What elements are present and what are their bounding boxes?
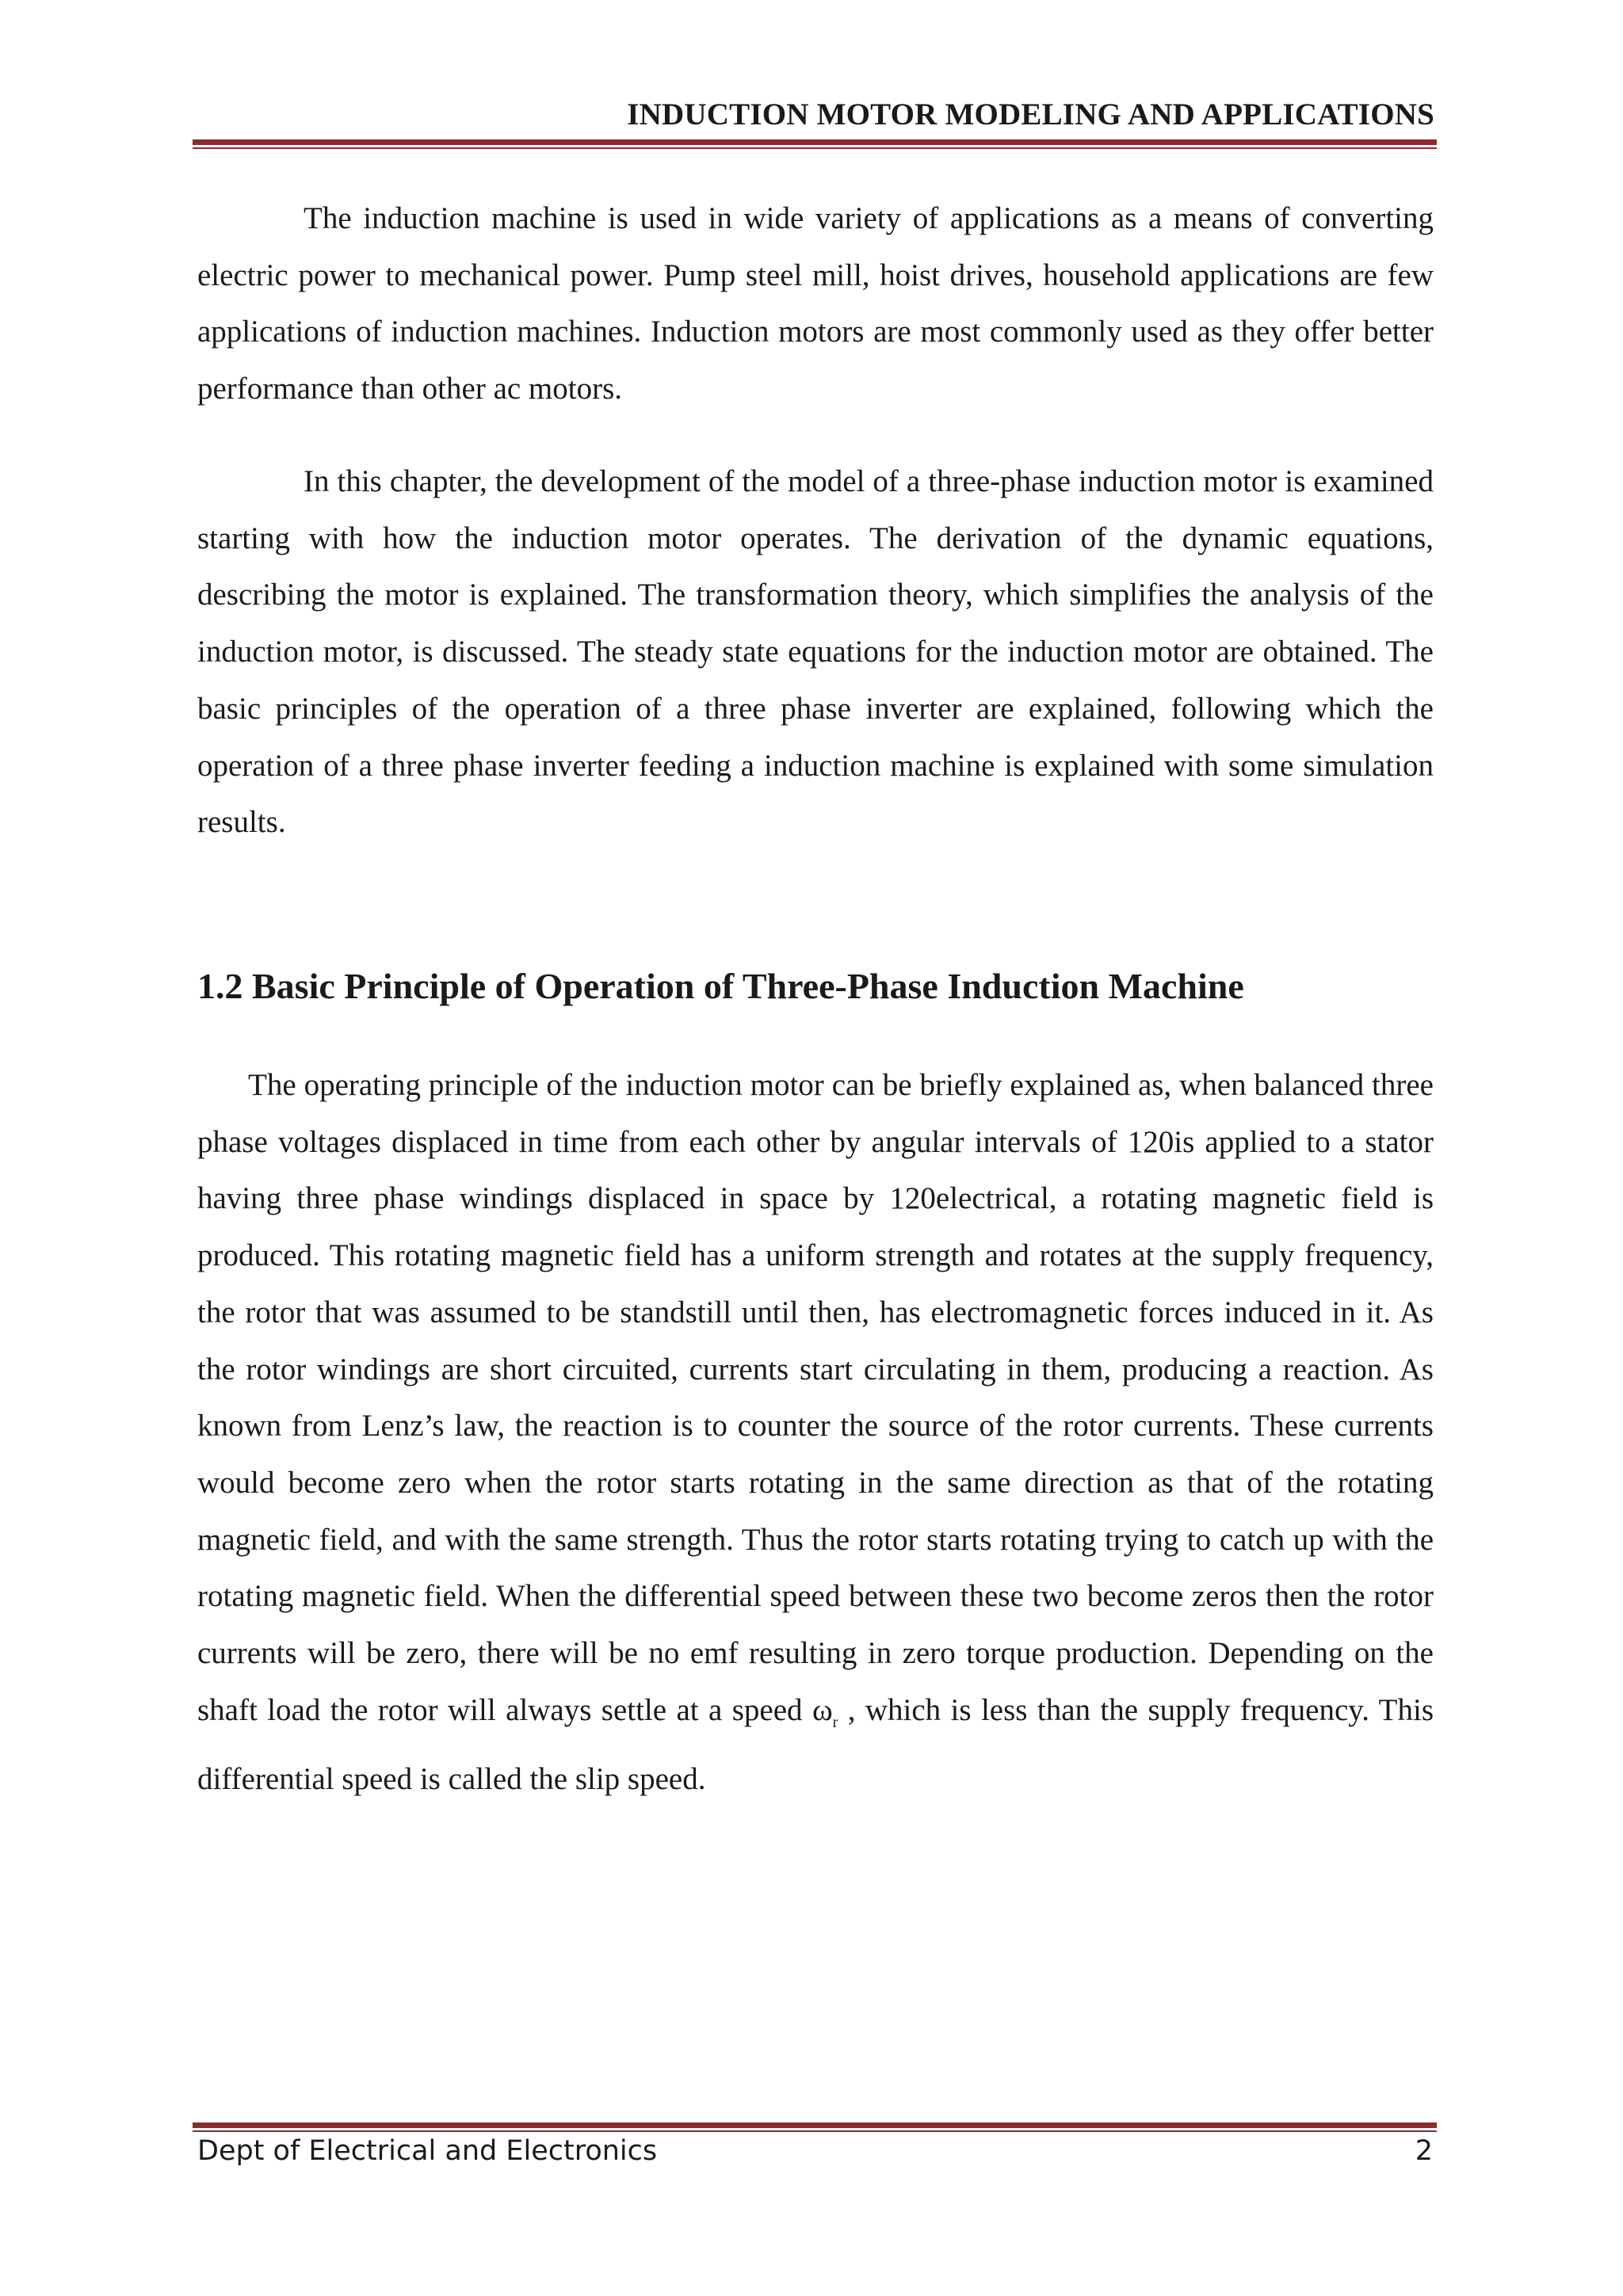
section-paragraph-text: The operating principle of the induction motor can be briefly explained as, when balanced three phase voltages displaced in time from each other by angular intervals of 120is applied to a stator having three phase windings displaced in space by 120electrical, a rotating magnetic field is produced. This rotating magnetic field has a uniform strength and rotates at the supply frequency, the rotor that was assumed to be standstill until then, has electromagnetic forces induced in it. As the rotor windings are short circuited, currents start circulating in them, producing a reaction. As known from Lenz’s law, the reaction is to counter the source of the rotor currents. These currents would become zero when the rotor starts rotating in the same direction as that of the rotating magnetic field, and with the same strength. Thus the rotor starts rotating trying to catch up with the rotating magnetic field. When the differential speed between these two become zeros then the rotor currents will be zero, there will be no emf resulting in zero torque production. Depending on the shaft load the rotor will always settle at a speed: [197, 1068, 1434, 1727]
footer-rule: [193, 2122, 1437, 2132]
footer-department: Dept of Electrical and Electronics: [197, 2135, 658, 2167]
section-paragraph-block: [197, 1057, 1434, 1808]
section-heading: 1.2 Basic Principle of Operation of Three-Phase Induction Machine: [197, 966, 1244, 1006]
header-rule: [193, 139, 1437, 149]
intro-paragraph-2: In this chapter, the development of the model of a three-phase induction motor is examined starting with how the induction motor operates. The derivation of the dynamic equations, describing the motor is explained. The transformation theory, which simplifies the analysis of the induction motor, is discussed. The steady state equations for the induction motor are obtained. The basic principles of the operation of a three phase inverter are explained, following which the operation of a three phase inverter feeding a induction machine is explained with some simulation results.: [197, 464, 1434, 840]
intro-paragraph-1: The induction machine is used in wide variety of applications as a means of converting electric power to mechanical power. Pump steel mill, hoist drives, household applications are few applications of induction machines. Induction motors are most commonly used as they offer better performance than other ac motors.: [197, 201, 1434, 406]
omega-r-symbol: [812, 1692, 838, 1731]
intro-paragraph-2-block: [197, 453, 1434, 851]
section-paragraph: [197, 1057, 1434, 1808]
intro-paragraph-1-block: [197, 190, 1434, 418]
section-paragraph-text-end: , which is less than the supply frequency. This differential speed is called the slip speed.: [197, 1692, 1434, 1797]
omega-subscript: r: [832, 1713, 838, 1731]
running-header-title: INDUCTION MOTOR MODELING AND APPLICATIONS: [627, 97, 1434, 132]
omega-symbol: ω: [812, 1692, 833, 1727]
footer-page-number: 2: [1415, 2135, 1433, 2167]
